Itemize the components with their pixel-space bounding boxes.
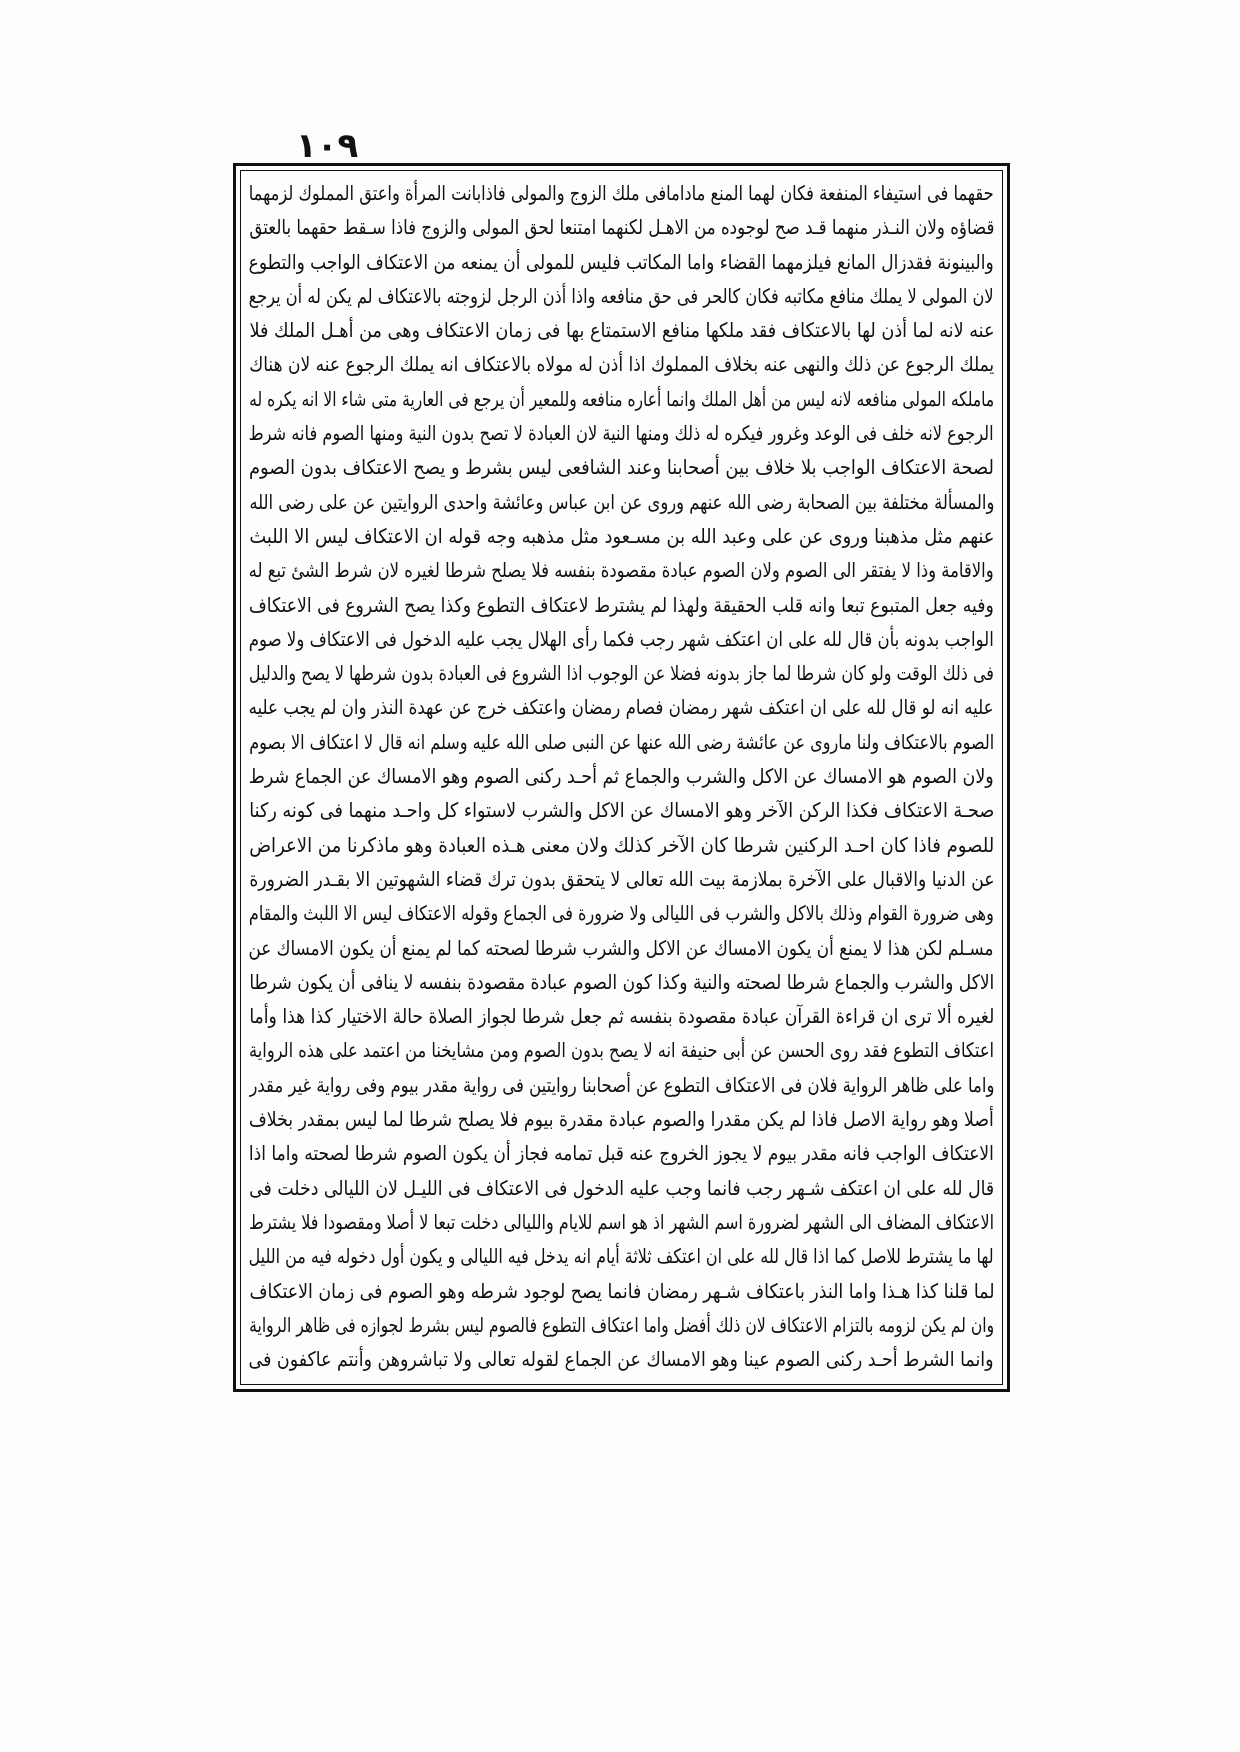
text-line-content: الواجب بدونه بأن قال لله على ان اعتكف شهر رجب فكما رأى الهلال يجب عليه الدخول فى الاعتكاف ولا صوم	[249, 626, 994, 651]
text-line-content: اعتكاف التطوع فقد روى الحسن عن أبى حنيفة انه لا يصح بدون الصوم ومن مشايخنا من اعتمد على هذه الرواية	[249, 1038, 994, 1063]
text-line-content: الاكل والشرب والجماع شرطا لصحته والنية وكذا كون الصوم عبادة مقصودة بنفسه لا ينافى أن يكون شرطا	[249, 969, 994, 994]
text-line	[249, 1102, 994, 1136]
text-line	[249, 931, 994, 965]
text-line-content: واما على ظاهر الرواية فلان فى الاعتكاف التطوع عن أصحابنا روايتين فى رواية مقدر بيوم وفى رواية غير مقدر	[249, 1072, 994, 1097]
text-line-content: وفيه جعل المتبوع تبعا وانه قلب الحقيقة ولهذا لم يشترط لاعتكاف التطوع وكذا يصح الشروع فى الاعتكاف	[249, 592, 994, 617]
text-line	[249, 553, 994, 587]
text-line	[249, 1171, 994, 1205]
text-line	[249, 485, 994, 519]
text-line-content: عن الدنيا والاقبال على الآخرة بملازمة بيت الله تعالى لا يتحقق بدون ترك قضاء الشهوتين الا بقـدر الضرورة	[249, 866, 994, 891]
text-line-content: وان لم يكن لزومه بالتزام الاعتكاف لان ذلك أفضل واما اعتكاف التطوع فالصوم ليس بشرط لجوازه فى ظاهر الرواية	[249, 1312, 994, 1337]
text-line	[249, 1136, 994, 1170]
text-line-content: عليه انه لو قال لله على ان اعتكف شهر رمضان فصام رمضان واعتكف خرج عن عهدة النذر وان لم يجب عليه	[249, 695, 994, 720]
text-line	[249, 1342, 994, 1376]
text-frame-outer-border	[233, 163, 1010, 1392]
text-line-content: الرجوع لانه خلف فى الوعد وغرور فيكره له ذلك ومنها النية لان العبادة لا تصح بدون النية ومنها الصوم فانه شرط	[249, 421, 994, 446]
text-line	[249, 245, 994, 279]
text-line-content: حقهما فى استيفاء المنفعة فكان لهما المنع مادامافى ملك الزوج والمولى فاذابانت المرأة واعتق المملوك لزمهما	[249, 181, 994, 205]
text-line	[249, 965, 994, 999]
text-line-content: والمسألة مختلفة بين الصحابة رضى الله عنهم وروى عن ابن عباس وعائشة واحدى الروايتين عن على رضى الله	[249, 489, 994, 514]
text-line-content: وهى ضرورة القوام وذلك بالاكل والشرب فى الليالى ولا ضرورة فى الجماع وقوله الاعتكاف ليس الا اللبث والمقام	[249, 901, 994, 926]
text-line-content: والبينونة فقدزال المانع فيلزمهما القضاء واما المكاتب فليس للمولى أن يمنعه من الاعتكاف الواجب والتطوع	[249, 249, 994, 274]
text-line	[249, 347, 994, 381]
text-line-content: لان المولى لا يملك منافع مكاتبه فكان كالحر فى حق منافعه واذا أذن الرجل لزوجته بالاعتكاف لم يكن له أن يرجع	[249, 283, 994, 308]
text-line-content: لما قلنا كذا هـذا واما النذر باعتكاف شـهر رمضان فانما يصح لوجود شرطه وهو الصوم فى زمان الاعتكاف	[249, 1278, 994, 1303]
text-line	[249, 176, 994, 210]
text-line-content: لغيره ألا ترى ان قراءة القرآن عبادة مقصودة بنفسه ثم جعل شرطا لجواز الصلاة حالة الاختيار كذا هذا وأما	[249, 1004, 994, 1029]
text-line-content: يملك الرجوع عن ذلك والنهى عنه بخلاف المملوك اذا أذن له مولاه بالاعتكاف انه يملك الرجوع عنه لان هناك	[249, 352, 994, 377]
text-line-content: قال لله على ان اعتكف شـهر رجب فانما وجب عليه الدخول فى الاعتكاف فى الليـل لان الليالى دخلت فى	[249, 1175, 994, 1200]
text-line-content: عنه لانه لما أذن لها بالاعتكاف فقد ملكها منافع الاستمتاع بها فى زمان الاعتكاف وهى من أهـل الملك فلا	[249, 318, 994, 343]
text-line-content: الصوم بالاعتكاف ولنا ماروى عن عائشة رضى الله عنها عن النبى صلى الله عليه وسلم انه قال لا اعتكاف الا بصوم	[249, 729, 994, 754]
text-line	[249, 210, 994, 244]
text-line-content: الاعتكاف الواجب فانه مقدر بيوم لا يجوز الخروج عنه قبل تمامه فجاز أن يكون الصوم شرطا لصحته واما اذا	[249, 1141, 994, 1166]
text-line	[249, 1205, 994, 1239]
text-line-content: وانما الشرط أحـد ركنى الصوم عينا وهو الامساك عن الجماع لقوله تعالى ولا تباشروهن وأنتم عاكفون فى	[249, 1347, 994, 1372]
text-line	[249, 1308, 994, 1342]
text-line-content: الاعتكاف المضاف الى الشهر لضرورة اسم الشهر اذ هو اسم للايام والليالى دخلت تبعا لا أصلا ومقصودا فلا يشترط	[249, 1209, 994, 1234]
text-line	[249, 519, 994, 553]
body-text	[249, 176, 994, 1379]
text-line	[249, 793, 994, 827]
text-line	[249, 382, 994, 416]
text-line-content: صحـة الاعتكاف فكذا الركن الآخر وهو الامساك عن الاكل والشرب لاستواء كل واحـد منهما فى كونه ركنا	[249, 798, 994, 823]
text-line	[249, 1239, 994, 1273]
text-line	[249, 279, 994, 313]
text-line-content: ماملكه المولى منافعه لانه ليس من أهل الملك وانما أعاره منافعه وللمعير أن يرجع فى العارية متى شاء الا انه يكره له	[249, 386, 994, 411]
text-line-content: والاقامة وذا لا يفتقر الى الصوم ولان الصوم عبادة مقصودة بنفسه فلا يصلح شرطا لغيره لان شرط الشئ تبع له	[249, 558, 994, 583]
text-line-content: ولان الصوم هو الامساك عن الاكل والشرب والجماع ثم أحـد ركنى الصوم وهو الامساك عن الجماع شرط	[249, 764, 994, 789]
text-frame-inner-border	[240, 170, 1003, 1385]
text-line-content: لصحة الاعتكاف الواجب بلا خلاف بين أصحابنا وعند الشافعى ليس بشرط و يصح الاعتكاف بدون الصوم	[249, 455, 994, 480]
text-line-content: لها ما يشترط للاصل كما اذا قال لله على ان اعتكف ثلاثة أيام انه يدخل فيه الليالى و يكون أول دخوله فيه من الليل	[249, 1244, 994, 1269]
text-line	[249, 656, 994, 690]
text-line	[249, 690, 994, 724]
text-line-content: قضاؤه ولان النـذر منهما قـد صح لوجوده من الاهـل لكنهما امتنعا لحق المولى والزوج فاذا سـقط حقهما بالعتق	[249, 215, 994, 240]
text-line	[249, 1068, 994, 1102]
text-line	[249, 313, 994, 347]
text-line	[249, 725, 994, 759]
text-line	[249, 588, 994, 622]
text-line	[249, 450, 994, 484]
text-line	[249, 1033, 994, 1067]
text-line	[249, 416, 994, 450]
text-line	[249, 759, 994, 793]
text-line-content: عنهم مثل مذهبنا وروى عن على وعبد الله بن مسـعود مثل مذهبه وجه قوله ان الاعتكاف ليس الا اللبث	[249, 523, 994, 548]
text-line-content: مسـلم لكن هذا لا يمنع أن يكون الامساك عن الاكل والشرب شرطا لصحته كما لم يمنع أن يكون الامساك عن	[249, 935, 994, 960]
text-line	[249, 999, 994, 1033]
text-line	[249, 896, 994, 930]
text-line	[249, 828, 994, 862]
text-line-content: أصلا وهو رواية الاصل فاذا لم يكن مقدرا والصوم عبادة مقدرة بيوم فلا يصلح شرطا لما ليس بمقدر بخلاف	[249, 1107, 994, 1132]
text-line	[249, 622, 994, 656]
text-line	[249, 862, 994, 896]
text-line-content: للصوم فاذا كان احـد الركنين شرطا كان الآخر كذلك ولان معنى هـذه العبادة وهو ماذكرنا من الاعراض	[249, 832, 994, 857]
page-number: ١٠٩	[296, 126, 359, 166]
text-line-content: فى ذلك الوقت ولو كان شرطا لما جاز بدونه فضلا عن الوجوب اذا الشروع فى العبادة بدون شرطها لا يصح والدليل	[249, 661, 994, 686]
text-line	[249, 1274, 994, 1308]
